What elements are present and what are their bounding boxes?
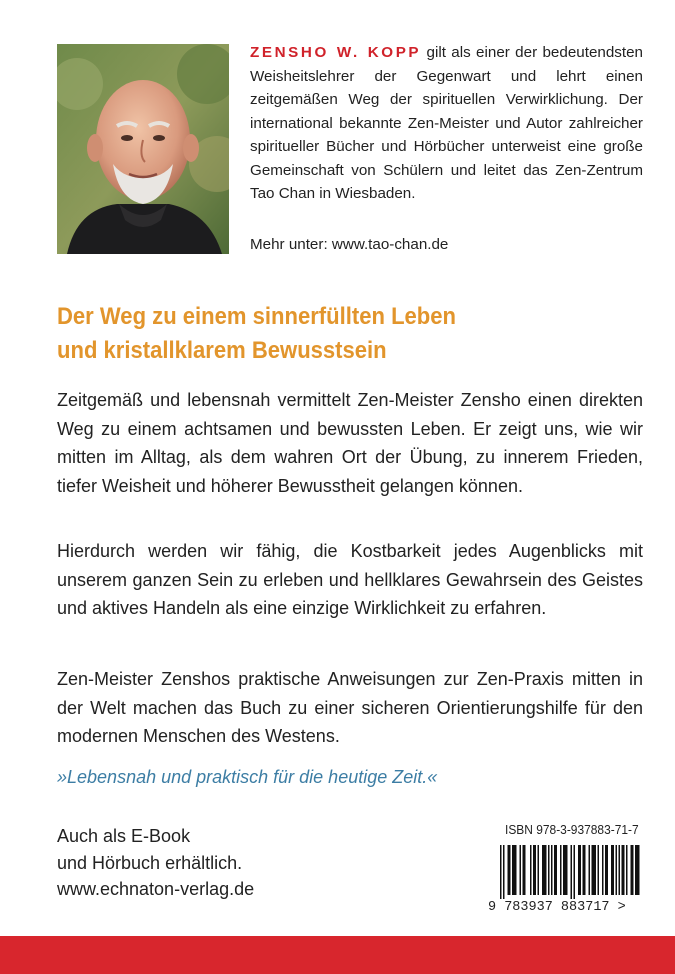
- barcode-bar: [533, 845, 535, 895]
- barcode-bar: [544, 845, 546, 895]
- barcode-bar: [535, 845, 537, 895]
- book-headline: [57, 300, 597, 368]
- barcode-bar: [514, 845, 516, 895]
- availability-line-1: Auch als E-Book: [57, 826, 191, 846]
- description-paragraph: Zeitgemäß und lebensnah vermittelt Zen-Meister Zensho einen direkten Weg zu einem achtsamen und bewussten Leben. Er zeigt uns, wie wir mitten im Alltag, als dem wahren Ort der Übung, zu innerem Frieden, tiefer Weisheit und höherer Bewusstheit gelangen können.: [57, 390, 643, 496]
- barcode-bar: [574, 845, 576, 899]
- barcode-bar: [623, 845, 625, 895]
- barcode-bar: [571, 845, 573, 899]
- barcode-bar: [545, 845, 547, 895]
- barcode-bar: [509, 845, 511, 895]
- barcode-bar: [605, 845, 607, 895]
- author-bio: [250, 41, 643, 206]
- barcode-bar: [631, 845, 633, 895]
- barcode-bar: [566, 845, 568, 895]
- availability-note: [57, 823, 242, 876]
- author-photo: [57, 44, 229, 254]
- barcode-bar: [515, 845, 517, 895]
- barcode-bar: [524, 845, 526, 895]
- isbn-barcode-digits: 9 783937 883717 >: [488, 900, 626, 913]
- barcode-bar: [500, 845, 502, 899]
- barcode-graphic: [486, 843, 642, 913]
- barcode-bar: [512, 845, 514, 895]
- author-bio-text: gilt als einer der bedeutendsten Weisheitslehrer der Gegenwart und lehrt einen zeitgemäßen Weg der spirituellen Verwirklichung. Der international bekannte Zen-Meister und Autor zahlreicher spiritueller Bücher und Hörbücher unterweist eine große Gemeinschaft von Schülern und leitet das Zen-Zentrum Tao Chan in Wiesbaden.: [250, 44, 643, 202]
- barcode-bar: [589, 845, 591, 895]
- isbn-barcode: [486, 843, 642, 913]
- barcode-bar: [580, 845, 582, 895]
- barcode-bar: [548, 845, 550, 895]
- barcode-bar: [592, 845, 594, 895]
- barcode-bar: [635, 845, 637, 895]
- barcode-bar: [578, 845, 580, 895]
- barcode-bar: [565, 845, 567, 895]
- barcode-bar: [616, 845, 618, 895]
- barcode-bar: [560, 845, 562, 895]
- bottom-color-bar: [0, 936, 675, 974]
- barcode-bar: [554, 845, 556, 895]
- barcode-bar: [503, 845, 505, 899]
- barcode-bar: [638, 845, 640, 895]
- barcode-bar: [538, 845, 540, 895]
- author-website-link[interactable]: Mehr unter: www.tao-chan.de: [250, 236, 449, 253]
- barcode-bar: [530, 845, 532, 895]
- barcode-bar: [607, 845, 609, 895]
- barcode-bar: [619, 845, 621, 895]
- barcode-bar: [520, 845, 522, 895]
- barcode-bar: [593, 845, 595, 895]
- isbn-label: ISBN 978-3-937883-71-7: [505, 822, 639, 837]
- review-quote: »Lebensnah und praktisch für die heutige Zeit.«: [57, 767, 438, 787]
- barcode-bar: [563, 845, 565, 895]
- author-name: ZENSHO W. KOPP: [250, 44, 422, 61]
- barcode-bar: [626, 845, 628, 895]
- barcode-bar: [622, 845, 624, 895]
- barcode-bar: [632, 845, 634, 895]
- headline-line-2: und kristallklarem Bewusstsein: [57, 337, 387, 364]
- barcode-bar: [583, 845, 585, 895]
- barcode-bar: [542, 845, 544, 895]
- description-paragraph: Zen-Meister Zenshos praktische Anweisungen zur Zen-Praxis mitten in der Welt machen das Buch zu einer sicheren Orientierungshilfe für den modernen Menschen des Westens.: [57, 669, 643, 746]
- barcode-bar: [584, 845, 586, 895]
- barcode-bar: [602, 845, 604, 895]
- barcode-bar: [595, 845, 597, 895]
- barcode-bar: [508, 845, 510, 895]
- availability-line-2: und Hörbuch erhältlich.: [57, 852, 243, 873]
- publisher-website-link[interactable]: www.echnaton-verlag.de: [57, 879, 255, 899]
- author-portrait-image: [57, 44, 229, 254]
- barcode-bar: [551, 845, 553, 895]
- barcode-bar: [556, 845, 558, 895]
- description-paragraph: Hierdurch werden wir fähig, die Kostbarkeit jedes Augenblicks mit unserem ganzen Sein zu erleben und hellklares Gewahrsein des Geistes und aktives Handeln als eine einzige Wirklichkeit zu erfahren.: [57, 541, 643, 618]
- barcode-bar: [523, 845, 525, 895]
- barcode-bar: [637, 845, 639, 895]
- headline-line-1: Der Weg zu einem sinnerfüllten Leben: [57, 303, 457, 330]
- barcode-bar: [613, 845, 615, 895]
- barcode-bar: [598, 845, 600, 895]
- barcode-bar: [611, 845, 613, 895]
